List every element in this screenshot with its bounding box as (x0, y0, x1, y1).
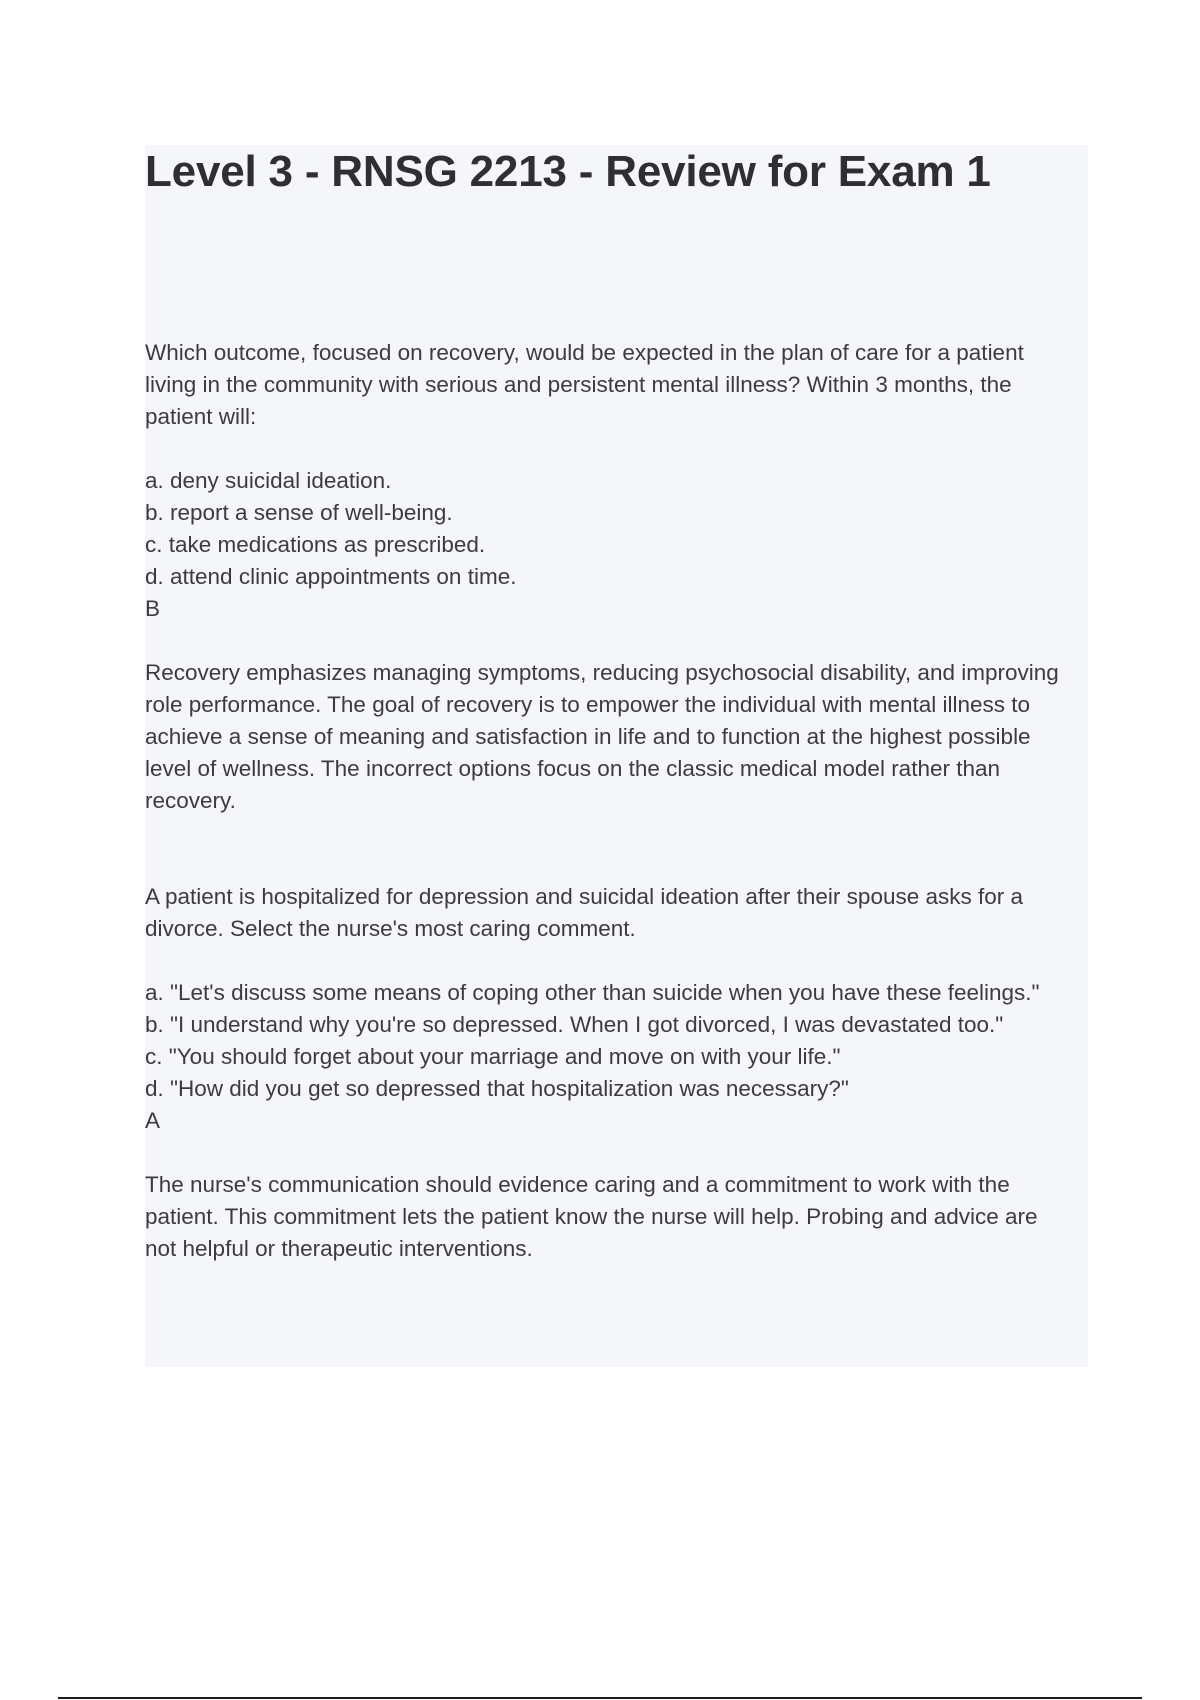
question-block (145, 881, 1075, 1265)
question-stem: A patient is hospitalized for depression and suicidal ideation after their spouse asks for a divorce. Select the nurse's most caring comment. (145, 884, 1024, 941)
page-bottom-rule (58, 1697, 1142, 1699)
answer-key: A (145, 1108, 161, 1133)
option-c: c. "You should forget about your marriage and move on with your life." (145, 1044, 841, 1069)
option-a: a. deny suicidal ideation. (145, 468, 392, 493)
answer-key: B (145, 596, 161, 621)
document-title: Level 3 - RNSG 2213 - Review for Exam 1 (145, 147, 991, 196)
option-b: b. "I understand why you're so depressed. When I got divorced, I was devastated too." (145, 1012, 1004, 1037)
option-b: b. report a sense of well-being. (145, 500, 453, 525)
options-list (145, 977, 1075, 1105)
option-c: c. take medications as prescribed. (145, 532, 486, 557)
question-content (145, 337, 1075, 1265)
option-a: a. "Let's discuss some means of coping other than suicide when you have these feelings." (145, 980, 1040, 1005)
option-d: d. attend clinic appointments on time. (145, 564, 517, 589)
question-block (145, 337, 1075, 817)
question-stem: Which outcome, focused on recovery, would be expected in the plan of care for a patient living in the community with serious and persistent mental illness? Within 3 months, the patient will: (145, 340, 1024, 429)
options-list (145, 465, 1075, 593)
rationale: The nurse's communication should evidence caring and a commitment to work with the patient. This commitment lets the patient know the nurse will help. Probing and advice are not helpful or therapeutic interventions. (145, 1172, 1038, 1261)
rationale: Recovery emphasizes managing symptoms, reducing psychosocial disability, and improving role performance. The goal of recovery is to empower the individual with mental illness to achieve a sense of meaning and satisfaction in life and to function at the highest possible level of wellness. The incorrect options focus on the classic medical model rather than recovery. (145, 660, 1059, 813)
option-d: d. "How did you get so depressed that hospitalization was necessary?" (145, 1076, 849, 1101)
